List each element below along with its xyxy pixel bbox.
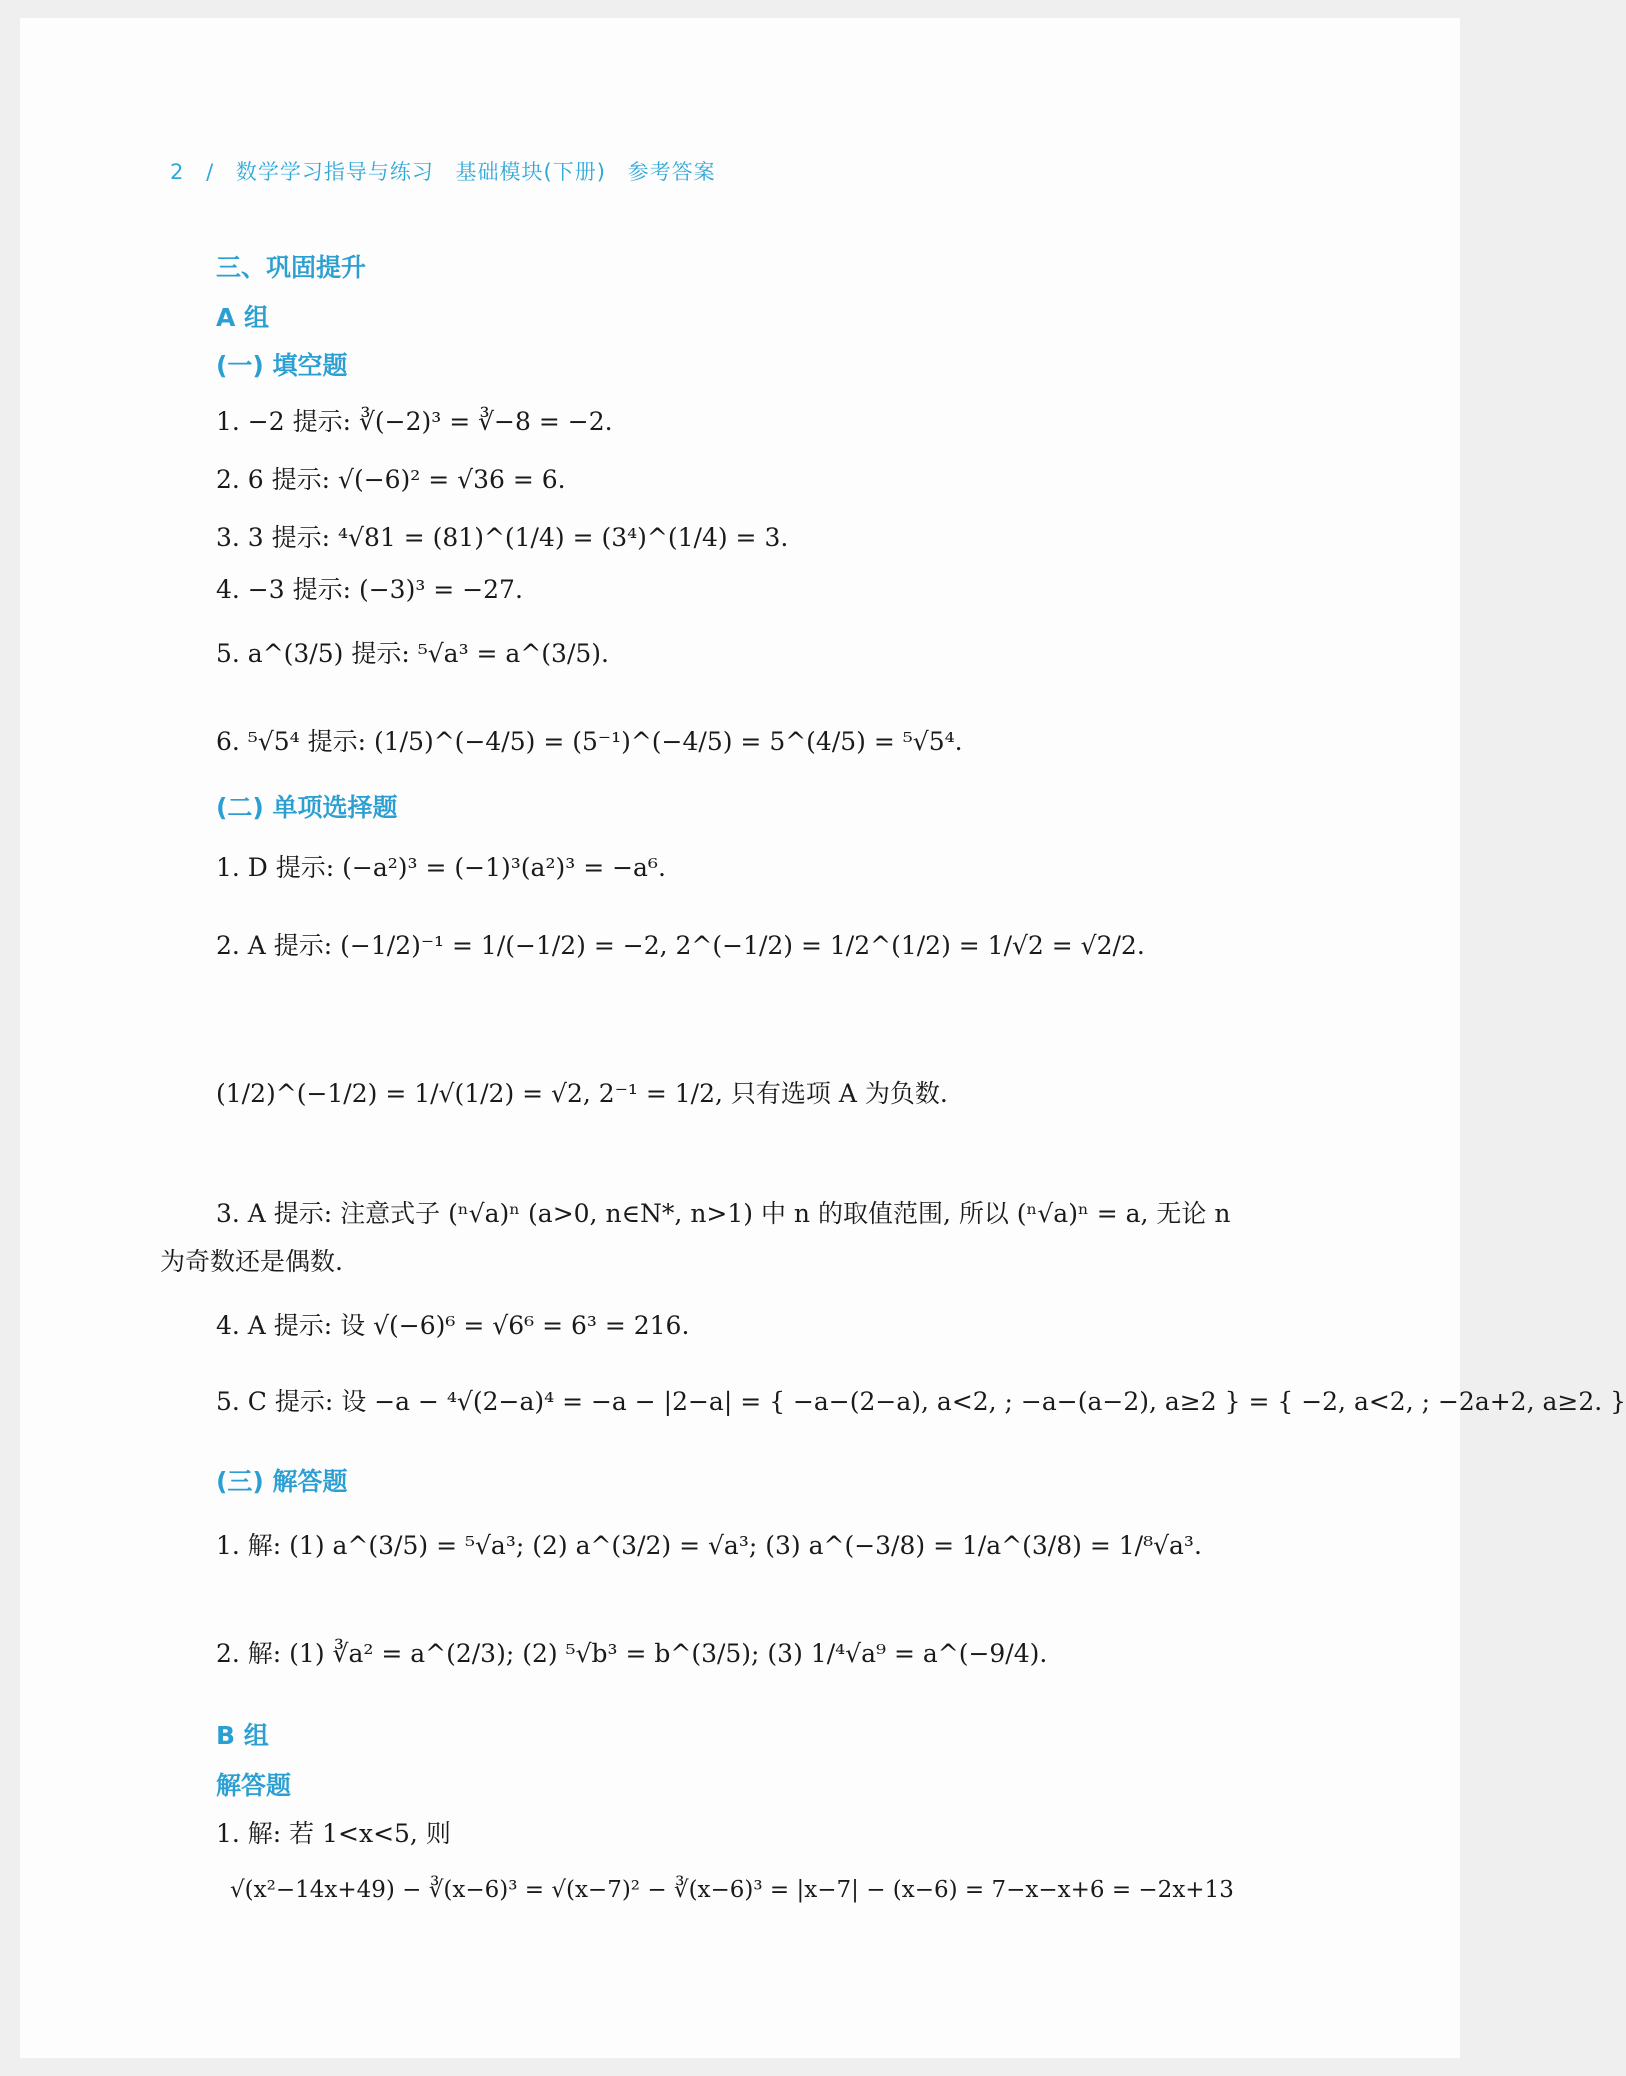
choice-q4: 4. A 提示: 设 √(−6)⁶ = √6⁶ = 6³ = 216. bbox=[216, 1311, 690, 1340]
solve-q2: 2. 解: (1) ∛a² = a^(2/3); (2) ⁵√b³ = b^(3/5); (3) 1/⁴√a⁹ = a^(−9/4). bbox=[216, 1639, 1048, 1668]
choice-q1: 1. D 提示: (−a²)³ = (−1)³(a²)³ = −a⁶. bbox=[216, 853, 666, 882]
page bbox=[20, 18, 1626, 2058]
fill-q6: 6. ⁵√5⁴ 提示: (1/5)^(−4/5) = (5⁻¹)^(−4/5) = 5^(4/5) = ⁵√5⁴. bbox=[216, 727, 963, 756]
page-header bbox=[170, 156, 730, 186]
solve-b-heading: 解答题 bbox=[216, 1771, 292, 1800]
header-separator: / bbox=[206, 160, 215, 184]
choice-q3-continued: 为奇数还是偶数. bbox=[160, 1247, 343, 1276]
solve-heading: (三) 解答题 bbox=[216, 1467, 348, 1496]
answer-label: 参考答案 bbox=[627, 160, 716, 184]
group-b-q1: 1. 解: 若 1<x<5, 则 bbox=[216, 1819, 451, 1848]
fill-q5: 5. a^(3/5) 提示: ⁵√a³ = a^(3/5). bbox=[216, 639, 609, 668]
fill-q3: 3. 3 提示: ⁴√81 = (81)^(1/4) = (3⁴)^(1/4) = 3. bbox=[216, 523, 789, 552]
page-number: 2 bbox=[170, 160, 185, 184]
book-title: 数学学习指导与练习 bbox=[235, 160, 434, 184]
group-b-q1-derivation: √(x²−14x+49) − ∛(x−6)³ = √(x−7)² − ∛(x−6)³ = |x−7| − (x−6) = 7−x−x+6 = −2x+13 bbox=[230, 1877, 1234, 1903]
solve-q1: 1. 解: (1) a^(3/5) = ⁵√a³; (2) a^(3/2) = √a³; (3) a^(−3/8) = 1/a^(3/8) = 1/⁸√a³. bbox=[216, 1531, 1202, 1560]
choice-q2-continued: (1/2)^(−1/2) = 1/√(1/2) = √2, 2⁻¹ = 1/2, 只有选项 A 为负数. bbox=[216, 1079, 948, 1108]
fill-blank-heading: (一) 填空题 bbox=[216, 351, 348, 380]
section-consolidate: 三、巩固提升 bbox=[216, 253, 367, 282]
choice-q3: 3. A 提示: 注意式子 (ⁿ√a)ⁿ (a>0, n∈N*, n>1) 中 n 的取值范围, 所以 (ⁿ√a)ⁿ = a, 无论 n bbox=[216, 1199, 1231, 1228]
choice-heading: (二) 单项选择题 bbox=[216, 793, 398, 822]
group-b-heading: B 组 bbox=[216, 1721, 269, 1750]
group-a-heading: A 组 bbox=[216, 303, 270, 332]
module-title: 基础模块(下册) bbox=[455, 160, 606, 184]
fill-q2: 2. 6 提示: √(−6)² = √36 = 6. bbox=[216, 465, 566, 494]
choice-q5: 5. C 提示: 设 −a − ⁴√(2−a)⁴ = −a − |2−a| = { −a−(2−a), a<2, ; −a−(a−2), a≥2 } = { −2, a<2, ; −2a+2, a≥2. } bbox=[216, 1387, 1626, 1416]
choice-q2: 2. A 提示: (−1/2)⁻¹ = 1/(−1/2) = −2, 2^(−1/2) = 1/2^(1/2) = 1/√2 = √2/2. bbox=[216, 931, 1145, 960]
fill-q1: 1. −2 提示: ∛(−2)³ = ∛−8 = −2. bbox=[216, 407, 613, 436]
fill-q4: 4. −3 提示: (−3)³ = −27. bbox=[216, 575, 523, 604]
